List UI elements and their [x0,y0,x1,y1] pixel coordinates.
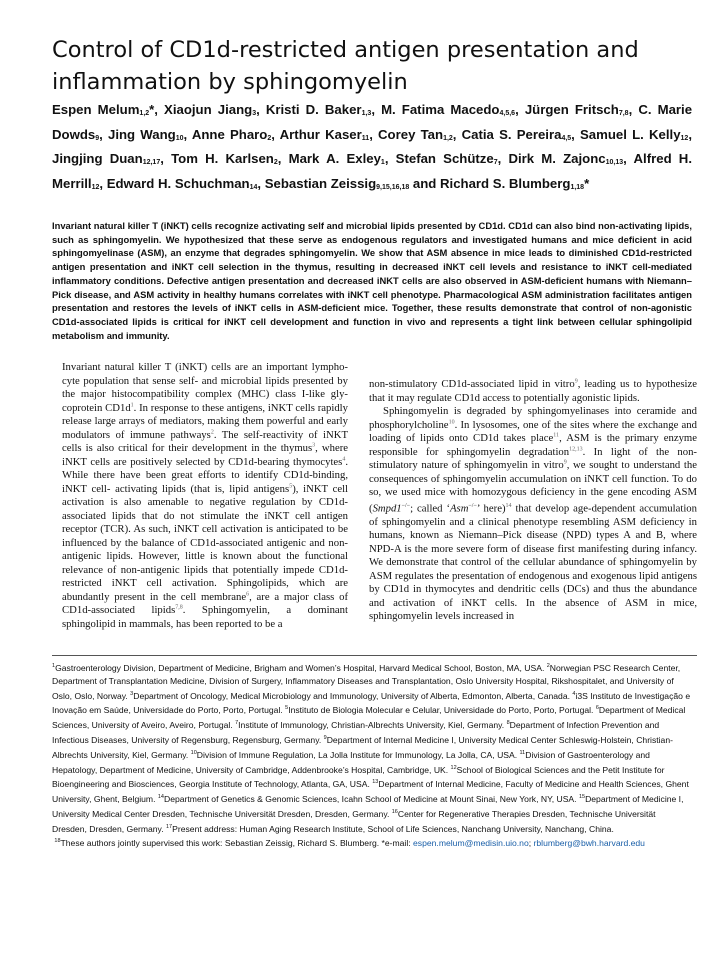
gene-name: Smpd1 [372,502,402,515]
author-name: Stefan Schütze [395,151,494,167]
author-name: Jingjing Duan [52,151,143,167]
author-affiliation-marker: 3 [252,110,257,117]
author-affiliation-marker: 10,13 [605,159,624,167]
author-affiliation-marker: 7,8 [618,110,629,117]
author-name: Mark A. Exley [288,151,381,167]
author-name: Richard S. Blumberg [440,176,571,192]
author-affiliation-marker: 1,2 [443,134,453,142]
author-name: Jing Wang [107,126,176,142]
author-name: Jürgen Fritsch [524,102,619,117]
body-paragraph: Sphingomyelin is degraded by sphingomyelinases into ceramide and phosphorylcholine$^{10}$. In lysosomes, one of the sites where the exchange and loading of lipids onto CD1d takes place$^{11}$, ASM is the primary enzyme responsible for sphingomyelin degradation$^{12,13}$. In light of the non-stimulatory nature of sphingomyelin in vitro$^9$, we sought to understand the consequences of sphingomyelin accumulation on iNKT cell function. To do so, we used mice with homozygous deficiency in the gene encoding ASM (Smpd1−/−; called ‘Asm−/−’ here)$^{14}$ that develop age-dependent accumulation of sphingomyelin and a clinical phenotype resembling ASM deficiency in humans, known as Niemann–Pick disease (NPD) types A and B, where NPD-A is the more severe form of disease first manifesting during infancy. We demonstrate that control of the cellular abundance of sphingomyelin by ASM regulates the presentation of endogenous and exogenous lipid antigens by CD1d in thymocytes and dendritic cells (DCs) and thus the abundance and activation of iNKT cells. In the absence of ASM in mice, sphingomyelin levels increased in [369,405,697,623]
author-name: Arthur Kaser [279,126,362,142]
author-name: Anne Pharo [191,126,268,142]
author-name: Alfred H. Merrill [52,151,692,192]
author-affiliation-marker: 4,5 [561,134,572,142]
reference-marker[interactable]: 9 [563,459,567,466]
email-link[interactable]: rblumberg@bwh.harvard.edu [533,838,645,849]
reference-marker[interactable]: 12,13 [569,445,583,452]
author-affiliation-marker: 1 [380,159,385,167]
author-affiliation-marker: 2 [267,134,272,142]
reference-marker[interactable]: 6 [246,590,250,597]
author-affiliation-marker: 9 [95,134,100,142]
reference-marker[interactable]: 2 [210,428,214,435]
reference-marker[interactable]: 3 [312,442,316,449]
reference-marker[interactable]: 7,8 [175,604,183,611]
author-name: Xiaojun Jiang [164,102,253,117]
author-affiliation-marker: 4,5,6 [499,110,516,117]
author-name: Catia S. Pereira [461,126,562,142]
body-paragraph: Invariant natural killer T (iNKT) cells are an important lympho- cyte population that sense self- and microbial lipids presented by the major histocompatibility complex (MHC) class I-like gly- coprotein CD1d$^1$. In response to these antigens, iNKT cells rapidly release large arrays of mediators, making them powerful and early modulators of immune pathways$^2$. The self-reactivity of iNKT cells is also critical for their development in the thymus$^3$, where iNKT cells are positively selected by CD1d-bearing thymocytes$^4$. While there have been great efforts to identify CD1d-binding, iNKT cell- activating lipids (that is, lipid antigens$^5$), iNKT cell activation is also amenable to negative regulation by CD1d-associated lipids that do not stimulate the iNKT cell antigen receptor (TCR). As such, iNKT cell activation is anticipated to be influenced by the balance of CD1d-associated antigenic and non-antigenic lipids. However, little is known about the functional relevance of non-antigenic lipids that potentially impede CD1d-restricted iNKT cell activation. Sphingolipids, which are abundantly present in the cell membrane$^6$, are a major class of CD1d-associated lipids$^{7,8}$. Sphingomyelin, a dominant sphingolipid in mammals, has been reported to be a [62,361,349,630]
author-name: Samuel L. Kelly [580,126,681,142]
author-affiliation-marker: 12,17 [142,159,161,167]
abstract: Invariant natural killer T (iNKT) cells recognize activating self and microbial lipids presented by CD1d. CD1d can also bind non-activating lipids, such as sphingomyelin. We hypothesized that these serve as endogenous regulators and investigated humans and mice deficient in acid sphingomyelinase (ASM), an enzyme that degrades sphingomyelin. We show that ASM absence in mice leads to diminished CD1d-restricted antigen presentation and iNKT cell selection in the thymus, resulting in decreased iNKT cell levels and resistance to iNKT cell-mediated inflammatory conditions. Defective antigen presentation and decreased iNKT cells are also observed in ASM-deficient humans with Niemann–Pick disease, and ASM activity in healthy humans correlates with iNKT cell phenotype. Pharmacological ASM administration facilitates antigen presentation and restores the levels of iNKT cells in ASM-deficient mice. Together, these results demonstrate that control of non-agonistic CD1d-associated lipids is critical for iNKT cell development and function in vivo and represents a tight link between cellular sphingolipid metabolism and immunity. [52,220,692,341]
genotype-superscript: −/− [468,502,477,509]
author-name: M. Fatima Macedo [381,102,500,117]
gene-name: Asm [450,502,469,515]
author-name: Tom H. Karlsen [171,151,274,167]
author-affiliation-marker: 10 [175,134,184,142]
author-name: C. Marie Dowds [52,102,693,142]
author-affiliation-marker: 12 [680,134,689,142]
reference-marker[interactable]: 5 [289,482,293,489]
reference-marker[interactable]: 14 [505,502,512,509]
body-column-left [62,361,348,631]
reference-marker[interactable]: 11 [553,432,560,439]
paper-title: Control of CD1d-restricted antigen presentation and inflammation by sphingomyelin [52,37,639,95]
author-affiliation-marker: 1,2 [139,110,150,117]
body-column-right [369,378,697,624]
author-affiliation-marker: 9,15,16,18 [376,184,410,192]
author-affiliation-marker: 1,3 [361,110,372,117]
author-affiliation-marker: 7 [493,159,498,167]
affiliations: $^1$Gastroenterology Division, Department of Medicine, Brigham and Women’s Hospital, Harvard Medical School, Boston, MA, USA. $^2$Norwegian PSC Research Center, Department of Transplantation Medicine, Division of Surgery, Inflammatory Diseases and Transplantation, Oslo University Hospital, Rikshospitalet, and University of Oslo, Oslo, Norway. $^3$Department of Oncology, Medical Microbiology and Immunology, University of Alberta, Edmonton, Alberta, Canada. $^4$i3S Instituto de Investigação e Inovação em Saúde, Universidade do Porto, Porto, Portugal. $^5$Instituto de Biologia Molecular e Celular, Universidade do Porto, Porto, Portugal. $^6$Department of Medical Sciences, University of Aveiro, Aveiro, Portugal. $^7$Institute of Immunology, Christian-Albrechts University, Kiel, Germany. $^8$Department of Infection Prevention and Infectious Diseases, University of Regensburg, Regensburg, Germany. $^9$Department of Internal Medicine I, University Medical Center Schleswig-Holstein, Christian-Albrechts University, Kiel, Germany. $^{10}$Division of Immune Regulation, La Jolla Institute for Immunology, La Jolla, CA, USA. $^{11}$Division of Gastroenterology and Hepatology, Department of Medicine, University of Cambridge, Addenbrooke’s Hospital, Cambridge, UK. $^{12}$School of Biological Sciences and the Petit Institute for Bioengineering and Biosciences, Georgia Institute of Technology, Atlanta, GA, USA. $^{13}$Department of Internal Medicine, Faculty of Medicine and Health Sciences, Ghent University, Ghent, Belgium. $^{14}$Department of Genetics & Genomic Sciences, Icahn School of Medicine at Mount Sinai, New York, NY, USA. $^{15}$Department of Medicine I, University Medical Center Dresden, Technische Universität Dresden, Dresden, Germany. $^{16}$Center for Regenerative Therapies Dresden, Technische Universität Dresden, Dresden, Germany. $^{17}$Present address: Human Aging Research Institute, School of Life Sciences, Nanchang University, Nanchang, China. $^{18}$These authors jointly supervised this work: Sebastian Zeissig, Richard S. Blumberg. *e-mail: espen.melum@medisin.uio.no; rblumberg@bwh.harvard.edu [52,662,691,849]
reference-marker[interactable]: 10 [448,418,455,425]
author-list: Espen Melum$_{1,2}$*, Xiaojun Jiang$_3$, Kristi D. Baker$_{1,3}$, M. Fatima Macedo$_{4,5,6}$, Jürgen Fritsch$_{7,8}$, C. Marie Dowds$_9$, Jing Wang$_{10}$, Anne Pharo$_2$, Arthur Kaser$_{11}$, Corey Tan$_{1,2}$, Catia S. Pereira$_{4,5}$, Samuel L. Kelly$_{12}$, Jingjing Duan$_{12,17}$, Tom H. Karlsen$_2$, Mark A. Exley$_1$, Stefan Schütze$_7$, Dirk M. Zajonc$_{10,13}$, Alfred H. Merrill$_{12}$, Edward H. Schuchman$_{14}$, Sebastian Zeissig$_{9,15,16,18}$ and Richard S. Blumberg$_{1,18}$* [52,102,693,192]
author-name: Espen Melum [52,102,140,117]
email-link[interactable]: espen.melum@medisin.uio.no [413,838,529,849]
author-name: Sebastian Zeissig [264,176,377,192]
author-affiliation-marker: 11 [361,134,370,142]
corresponding-author-marker: * [149,102,155,117]
reference-marker[interactable]: 4 [342,455,346,462]
author-affiliation-marker: 14 [249,184,258,192]
reference-marker[interactable]: 1 [130,401,134,408]
author-affiliation-marker: 2 [273,159,278,167]
author-name: Dirk M. Zajonc [508,151,606,167]
corresponding-author-marker: * [584,176,590,192]
author-name: Corey Tan [378,126,444,142]
author-affiliation-marker: 1,18 [570,184,585,192]
author-affiliation-marker: 12 [91,184,100,192]
genotype-superscript: −/− [401,502,411,509]
author-name: Edward H. Schuchman [106,176,250,192]
author-name: Kristi D. Baker [265,102,362,117]
footnote-divider [52,655,697,656]
body-paragraph: non-stimulatory CD1d-associated lipid in vitro$^9$, leading us to hypothesize that it may regulate CD1d access to potentially agonistic lipids. [369,378,697,404]
reference-marker[interactable]: 9 [574,378,578,385]
